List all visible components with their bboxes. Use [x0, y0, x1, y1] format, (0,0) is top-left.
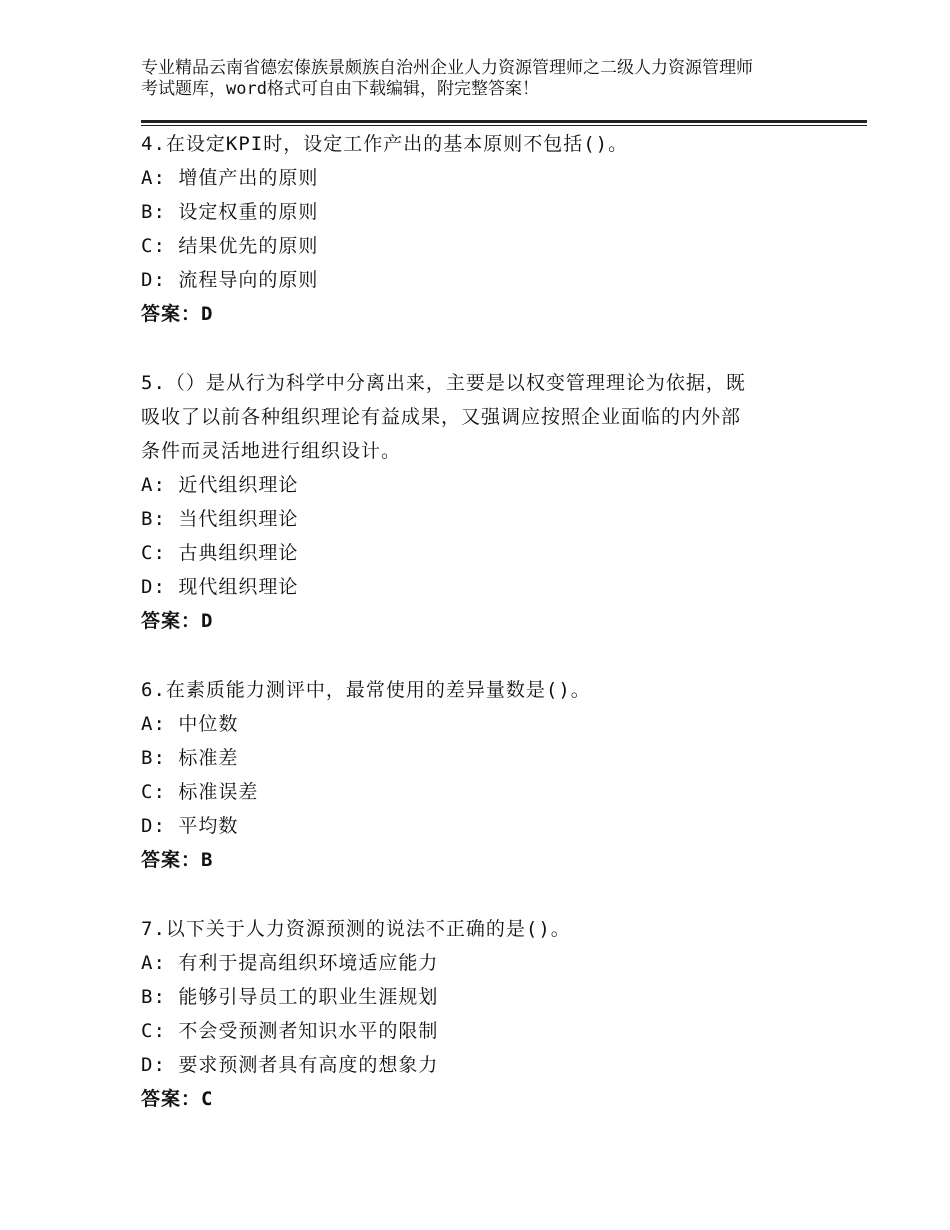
option-b: B: 当代组织理论: [141, 508, 299, 530]
option-a: A: 中位数: [141, 713, 239, 735]
question-4: [141, 127, 801, 331]
option-d: D: 要求预测者具有高度的想象力: [141, 1054, 439, 1076]
answer: 答案：C: [141, 1088, 214, 1110]
option-b: B: 能够引导员工的职业生涯规划: [141, 986, 439, 1008]
option-d: D: 流程导向的原则: [141, 269, 319, 291]
header-divider-thick: [141, 120, 867, 123]
option-c: C: 结果优先的原则: [141, 235, 319, 257]
question-stem-line-3: 条件而灵活地进行组织设计。: [141, 440, 402, 462]
option-a: A: 有利于提高组织环境适应能力: [141, 952, 439, 974]
header-line-1: 专业精品云南省德宏傣族景颇族自治州企业人力资源管理师之二级人力资源管理师: [141, 58, 753, 78]
question-stem-line-2: 吸收了以前各种组织理论有益成果，又强调应按照企业面临的内外部: [141, 406, 742, 428]
answer: 答案：D: [141, 610, 214, 632]
question-stem: 4.在设定KPI时，设定工作产出的基本原则不包括()。: [141, 133, 629, 155]
question-7: [141, 912, 801, 1116]
option-b: B: 标准差: [141, 747, 239, 769]
document-page: [141, 0, 869, 1230]
option-d: D: 现代组织理论: [141, 576, 299, 598]
option-b: B: 设定权重的原则: [141, 201, 319, 223]
question-6: [141, 673, 801, 877]
question-stem-line-1: 5.（）是从行为科学中分离出来，主要是以权变管理理论为依据，既: [141, 372, 746, 394]
option-a: A: 近代组织理论: [141, 474, 299, 496]
option-c: C: 不会受预测者知识水平的限制: [141, 1020, 439, 1042]
question-stem: 6.在素质能力测评中，最常使用的差异量数是()。: [141, 679, 591, 701]
option-d: D: 平均数: [141, 815, 239, 837]
answer: 答案：D: [141, 303, 214, 325]
header-divider-thin: [141, 125, 867, 126]
document-header: [141, 58, 869, 100]
option-c: C: 古典组织理论: [141, 542, 299, 564]
answer: 答案：B: [141, 849, 214, 871]
option-c: C: 标准误差: [141, 781, 259, 803]
question-5: [141, 366, 801, 638]
question-stem: 7.以下关于人力资源预测的说法不正确的是()。: [141, 918, 571, 940]
header-line-2: 考试题库，word格式可自由下载编辑，附完整答案！: [141, 79, 539, 99]
option-a: A: 增值产出的原则: [141, 167, 319, 189]
